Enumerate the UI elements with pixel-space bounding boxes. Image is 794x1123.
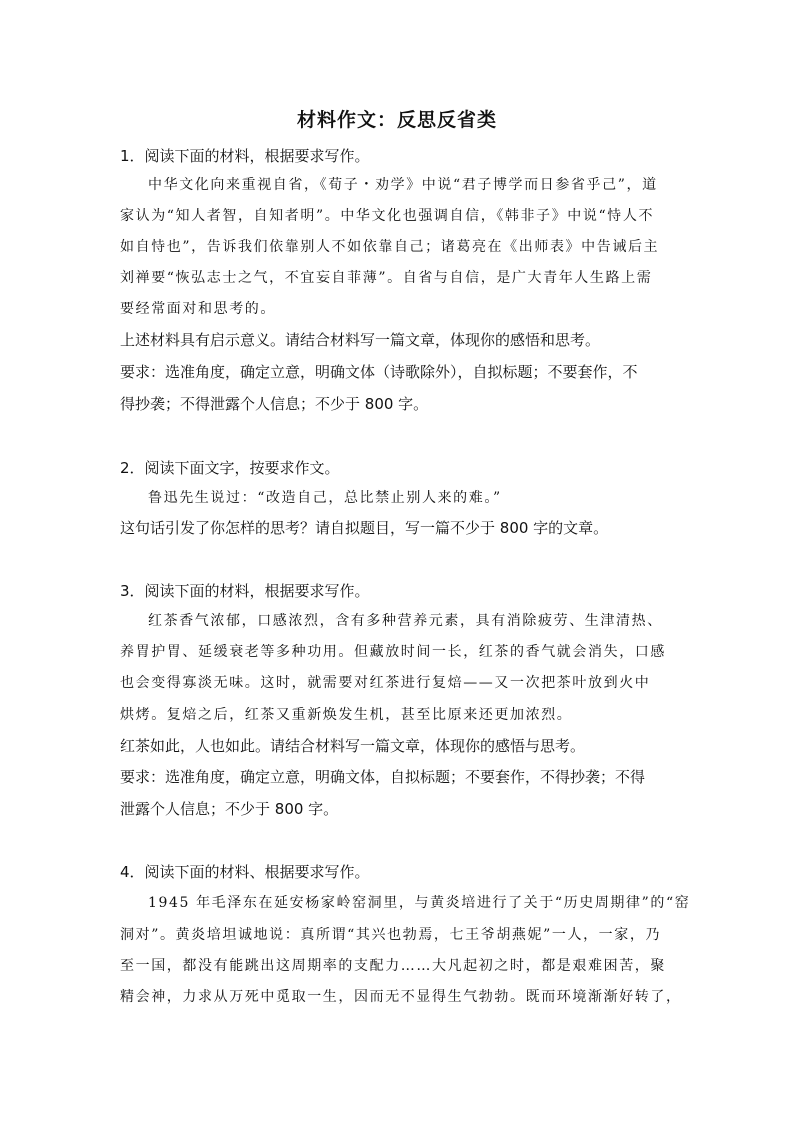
section-3-material-line: 烘烤。复焙之后，红茶又重新焕发生机，甚至比原来还更加浓烈。 — [120, 707, 573, 723]
section-4-prompt: 4．阅读下面的材料、根据要求写作。 — [120, 863, 370, 881]
section-1-material-line: 刘禅要“恢弘志士之气，不宜妄自菲薄”。自省与自信，是广大青年人生路上需 — [120, 270, 653, 286]
section-4-material-line: 1945 年毛泽东在延安杨家岭窑洞里，与黄炎培进行了关于“历史周期律”的“窑 — [148, 895, 691, 911]
section-3-requirement-line: 泄露个人信息；不少于 800 字。 — [120, 800, 339, 818]
section-3-material-line: 也会变得寡淡无味。这时，就需要对红茶进行复焙——又一次把茶叶放到火中 — [120, 675, 651, 691]
section-2-requirement-line: 这句话引发了你怎样的思考？请自拟题目，写一篇不少于 800 字的文章。 — [120, 519, 609, 537]
section-4-material-line: 至一国，都没有能跳出这周期率的支配力……大凡起初之时，都是艰难困苦，聚 — [120, 958, 666, 974]
section-1-material-line: 中华文化向来重视自省，《荀子・劝学》中说“君子博学而日参省乎己”，道 — [148, 177, 658, 193]
section-3-requirement-line: 红茶如此，人也如此。请结合材料写一篇文章，体现你的感悟与思考。 — [120, 737, 586, 755]
section-2-prompt: 2．阅读下面文字，按要求作文。 — [120, 459, 340, 477]
section-3-material-line: 养胃护胃、延缓衰老等多种功用。但藏放时间一长，红茶的香气就会消失，口感 — [120, 644, 666, 660]
section-3-prompt: 3．阅读下面的材料，根据要求写作。 — [120, 582, 370, 600]
section-2-material-line: 鲁迅先生说过：“改造自己，总比禁止别人来的难。” — [148, 490, 502, 506]
section-3-material-line: 红茶香气浓郁，口感浓烈，含有多种营养元素，具有消除疲劳、生津清热、 — [148, 613, 663, 629]
section-3-requirement-line: 要求：选准角度，确定立意，明确文体，自拟标题；不要套作，不得抄袭；不得 — [120, 768, 646, 786]
section-1-material-line: 家认为“知人者智，自知者明”。中华文化也强调自信，《韩非子》中说“恃人不 — [120, 208, 655, 224]
section-1-prompt: 1．阅读下面的材料，根据要求写作。 — [120, 147, 370, 165]
section-1-requirement-line: 得抄袭；不得泄露个人信息；不少于 800 字。 — [120, 395, 429, 413]
section-1-material-line: 要经常面对和思考的。 — [120, 301, 276, 317]
page-title: 材料作文：反思反省类 — [296, 109, 497, 131]
section-4-material-line: 洞对”。黄炎培坦诚地说：真所谓“其兴也勃焉，七王爷胡燕妮”一人，一家，乃 — [120, 927, 662, 943]
section-1-material-line: 如自恃也”，告诉我们依靠别人不如依靠自己；诸葛亮在《出师表》中告诫后主 — [120, 239, 660, 255]
section-4-material-line: 精会神，力求从万死中觅取一生，因而无不显得生气勃勃。既而环境渐渐好转了， — [120, 989, 682, 1005]
section-1-requirement-line: 上述材料具有启示意义。请结合材料写一篇文章，体现你的感悟和思考。 — [120, 331, 601, 349]
section-1-requirement-line: 要求：选准角度，确定立意，明确文体（诗歌除外），自拟标题；不要套作，不 — [120, 363, 638, 381]
